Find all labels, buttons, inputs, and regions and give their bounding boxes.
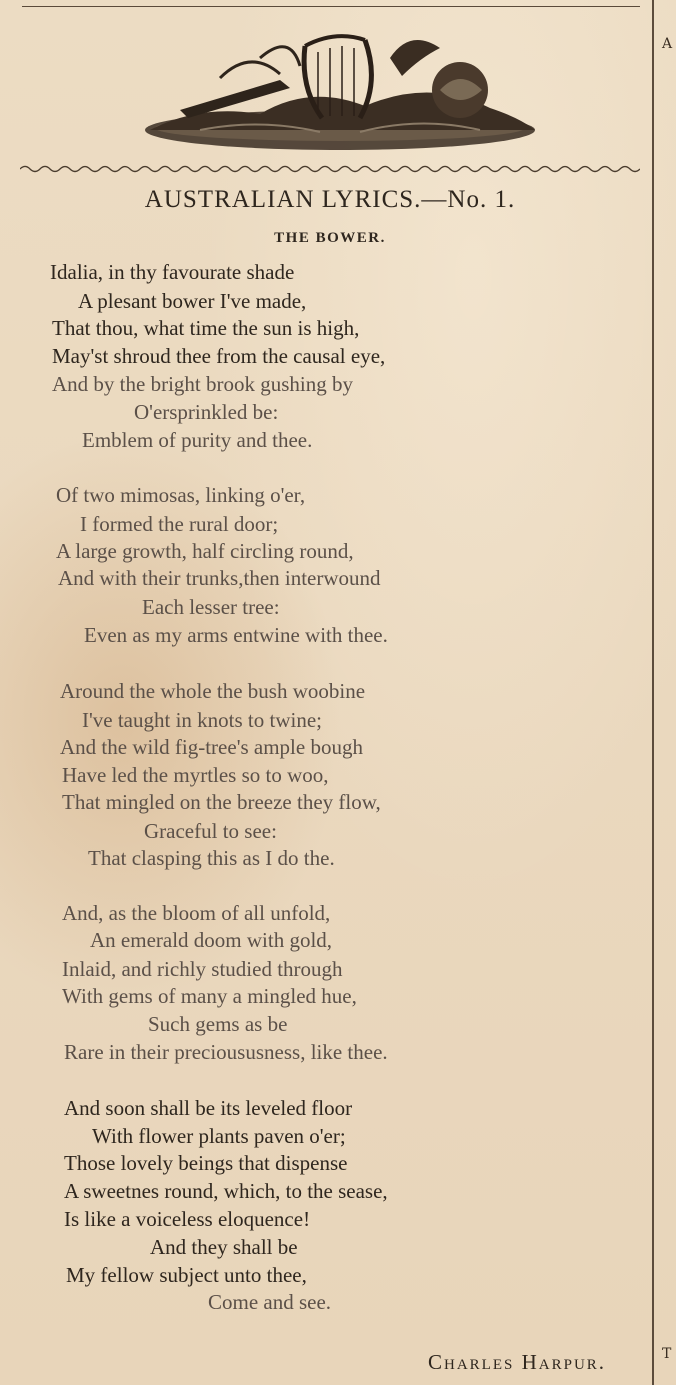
author-signature: Charles Harpur.: [428, 1350, 607, 1374]
poem-line: And the wild fig-tree's ample bough: [60, 735, 363, 759]
poem-line: That mingled on the breeze they flow,: [62, 790, 381, 814]
poem-line: Idalia, in thy favourate shade: [50, 260, 295, 284]
poem-line: Come and see.: [208, 1290, 332, 1314]
poem-line: Those lovely beings that dispense: [64, 1151, 348, 1175]
poem-line: Inlaid, and richly studied through: [62, 957, 343, 981]
poem-line: May'st shroud thee from the causal eye,: [52, 344, 386, 368]
poem-line: Is like a voiceless eloquence!: [64, 1207, 311, 1231]
poem-line: Rare in their precioususness, like thee.: [64, 1040, 388, 1064]
poem-line: A sweetnes round, which, to the sease,: [64, 1179, 388, 1203]
poem-line: O'ersprinkled be:: [134, 400, 279, 424]
poem-line: With flower plants paven o'er;: [92, 1124, 346, 1148]
poem-line: And with their trunks,then interwound: [58, 566, 381, 590]
poem-line: That clasping this as I do the.: [88, 846, 335, 870]
poem-line: My fellow subject unto thee,: [66, 1263, 307, 1287]
poem-line: I've taught in knots to twine;: [82, 708, 323, 732]
poem-line: Each lesser tree:: [142, 595, 280, 619]
poem-line: Have led the myrtles so to woo,: [62, 763, 329, 787]
poem-line: And soon shall be its leveled floor: [64, 1096, 353, 1120]
top-rule: [22, 6, 640, 7]
poem-line: That thou, what time the sun is high,: [52, 316, 360, 340]
poem-line: A large growth, half circling round,: [56, 539, 354, 563]
poem-line: I formed the rural door;: [80, 512, 279, 536]
wavy-divider: [20, 160, 640, 178]
poem-line: Even as my arms entwine with thee.: [84, 623, 388, 647]
poem-line: And, as the bloom of all unfold,: [62, 901, 331, 925]
poem-line: A plesant bower I've made,: [78, 289, 307, 313]
poem-line: Such gems as be: [148, 1012, 288, 1036]
poem-line: An emerald doom with gold,: [90, 928, 333, 952]
poem-line: And they shall be: [150, 1235, 298, 1259]
adjacent-column-letter: T: [662, 1346, 672, 1362]
poem-series-title: AUSTRALIAN LYRICS.—No. 1.: [144, 186, 516, 213]
poem-line: Of two mimosas, linking o'er,: [56, 483, 306, 507]
poem-line: With gems of many a mingled hue,: [62, 984, 357, 1008]
adjacent-column-letter: A: [662, 36, 673, 52]
poem-line: Graceful to see:: [144, 819, 277, 843]
poem-line: And by the bright brook gushing by: [52, 372, 353, 396]
lyre-ornament-icon: [140, 18, 540, 158]
poem-line: Around the whole the bush woobine: [60, 679, 366, 703]
poem-line: Emblem of purity and thee.: [82, 428, 313, 452]
poem-title: THE BOWER.: [274, 230, 386, 246]
